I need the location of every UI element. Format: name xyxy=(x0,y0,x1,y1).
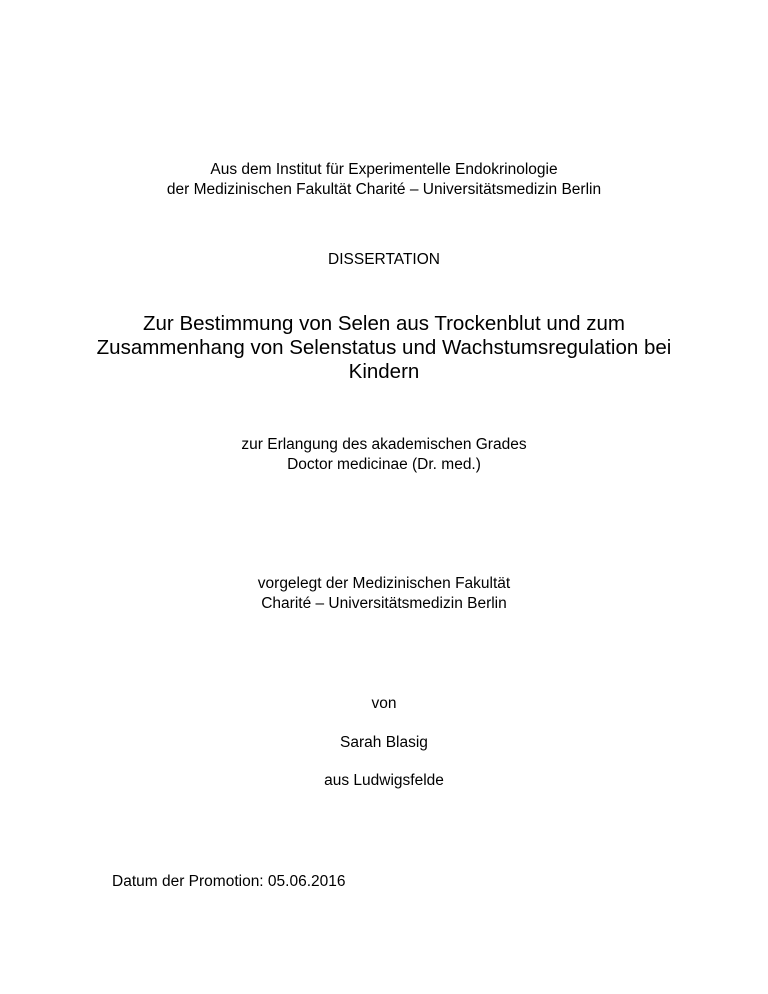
thesis-title-line-1: Zur Bestimmung von Selen aus Trockenblut und zum xyxy=(143,312,625,335)
institute-line-1: Aus dem Institut für Experimentelle Endokrinologie xyxy=(210,161,558,178)
author-origin: aus Ludwigsfelde xyxy=(324,772,444,789)
submitted-line-2: Charité – Universitätsmedizin Berlin xyxy=(261,595,507,612)
institute-line-2: der Medizinischen Fakultät Charité – Universitätsmedizin Berlin xyxy=(166,181,602,198)
thesis-title-line-2: Zusammenhang von Selenstatus und Wachstumsregulation bei xyxy=(96,336,672,359)
thesis-title-line-3: Kindern xyxy=(348,360,420,383)
document-type: DISSERTATION xyxy=(328,251,440,268)
promotion-date: Datum der Promotion: 05.06.2016 xyxy=(112,873,346,890)
degree-line-2: Doctor medicinae (Dr. med.) xyxy=(287,456,481,473)
submitted-line-1: vorgelegt der Medizinischen Fakultät xyxy=(257,575,511,592)
author-name: Sarah Blasig xyxy=(340,734,428,751)
degree-line-1: zur Erlangung des akademischen Grades xyxy=(241,436,527,453)
author-von: von xyxy=(371,695,397,712)
